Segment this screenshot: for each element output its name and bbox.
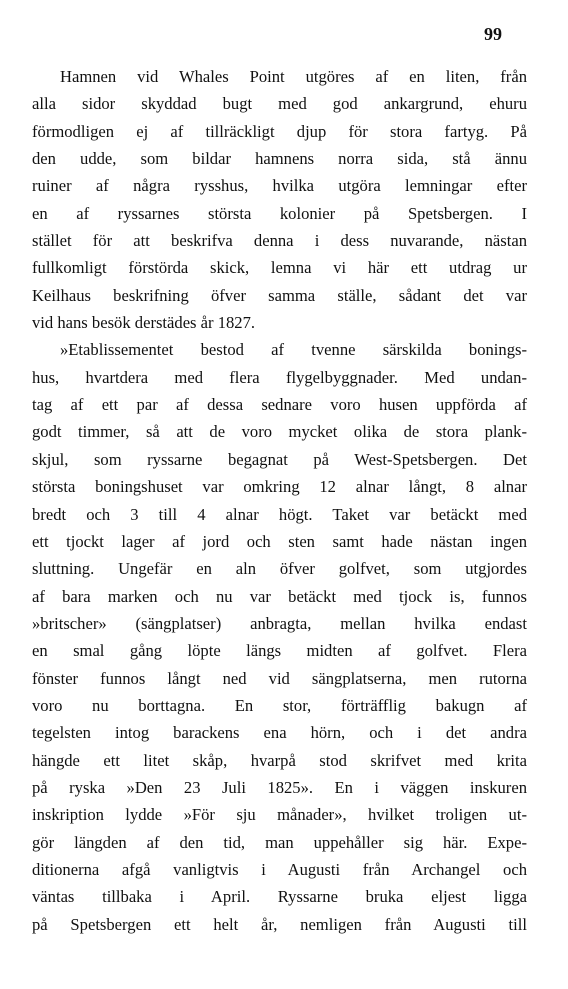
- text-line: stället för att beskrifva denna i dess nuvarande, nästan: [32, 231, 527, 251]
- text-line: sluttning. Ungefär en aln öfver golfvet, som utgjordes: [32, 559, 527, 579]
- text-line: Hamnen vid Whales Point utgöres af en liten, från: [60, 67, 527, 86]
- text-line: hängde ett litet skåp, hvarpå stod skrifvet med krita: [32, 750, 527, 770]
- text-line: hus, hvartdera med flera flygelbyggnader. Med undan-: [32, 367, 527, 387]
- text-line: tag af ett par af dessa sednare voro husen uppförda af: [32, 395, 527, 415]
- text-line: skjul, som ryssarne begagnat på West-Spetsbergen. Det: [32, 449, 527, 469]
- body-text: [32, 63, 527, 938]
- text-line: ett tjockt lager af jord och sten samt hade nästan ingen: [32, 531, 527, 551]
- text-line: voro nu borttagna. En stor, förträfflig bakugn af: [32, 695, 527, 715]
- text-line: »Etablissementet bestod af tvenne särskilda bonings-: [60, 340, 527, 360]
- text-line: en smal gång löpte längs midten af golfvet. Flera: [32, 641, 527, 661]
- text-line: vid hans besök derstädes år 1827.: [32, 313, 256, 333]
- text-line: en af ryssarnes största kolonier på Spetsbergen. I: [32, 203, 527, 223]
- text-line: den udde, som bildar hamnens norra sida, stå ännu: [32, 149, 527, 169]
- text-line: på Spetsbergen ett helt år, nemligen från Augusti till: [32, 914, 527, 934]
- text-line: fönster funnos långt ned vid sängplatserna, men rutorna: [32, 668, 527, 688]
- text-line: Keilhaus beskrifning öfver samma ställe, sådant det var: [32, 285, 527, 305]
- text-line: ruiner af några rysshus, hvilka utgöra lemningar efter: [32, 176, 527, 196]
- text-line: gör längden af den tid, man uppehåller sig här. Expe-: [32, 832, 527, 852]
- text-line: största boningshuset var omkring 12 alnar långt, 8 alnar: [32, 477, 527, 497]
- text-line: väntas tillbaka i April. Ryssarne bruka eljest ligga: [32, 887, 527, 907]
- text-line: förmodligen ej af tillräckligt djup för stora fartyg. På: [32, 121, 527, 141]
- text-line: »britscher» (sängplatser) anbragta, mellan hvilka endast: [32, 613, 527, 633]
- text-line: bredt och 3 till 4 alnar högt. Taket var betäckt med: [32, 504, 527, 524]
- paragraph-1: [32, 63, 527, 336]
- text-line: tegelsten intog barackens ena hörn, och i det andra: [32, 723, 527, 743]
- page-number: 99: [484, 24, 502, 44]
- text-line: af bara marken och nu var betäckt med tjock is, funnos: [32, 586, 527, 606]
- text-line: fullkomligt förstörda skick, lemna vi här ett utdrag ur: [32, 258, 527, 278]
- text-line: godt timmer, så att de voro mycket olika de stora plank-: [32, 422, 527, 442]
- paragraph-2: [32, 336, 527, 938]
- text-line: på ryska »Den 23 Juli 1825». En i väggen inskuren: [32, 777, 527, 797]
- text-line: alla sidor skyddad bugt med god ankargrund, ehuru: [32, 94, 527, 114]
- text-line: ditionerna afgå vanligtvis i Augusti från Archangel och: [32, 859, 527, 879]
- text-line: inskription lydde »För sju månader», hvilket troligen ut-: [32, 805, 527, 825]
